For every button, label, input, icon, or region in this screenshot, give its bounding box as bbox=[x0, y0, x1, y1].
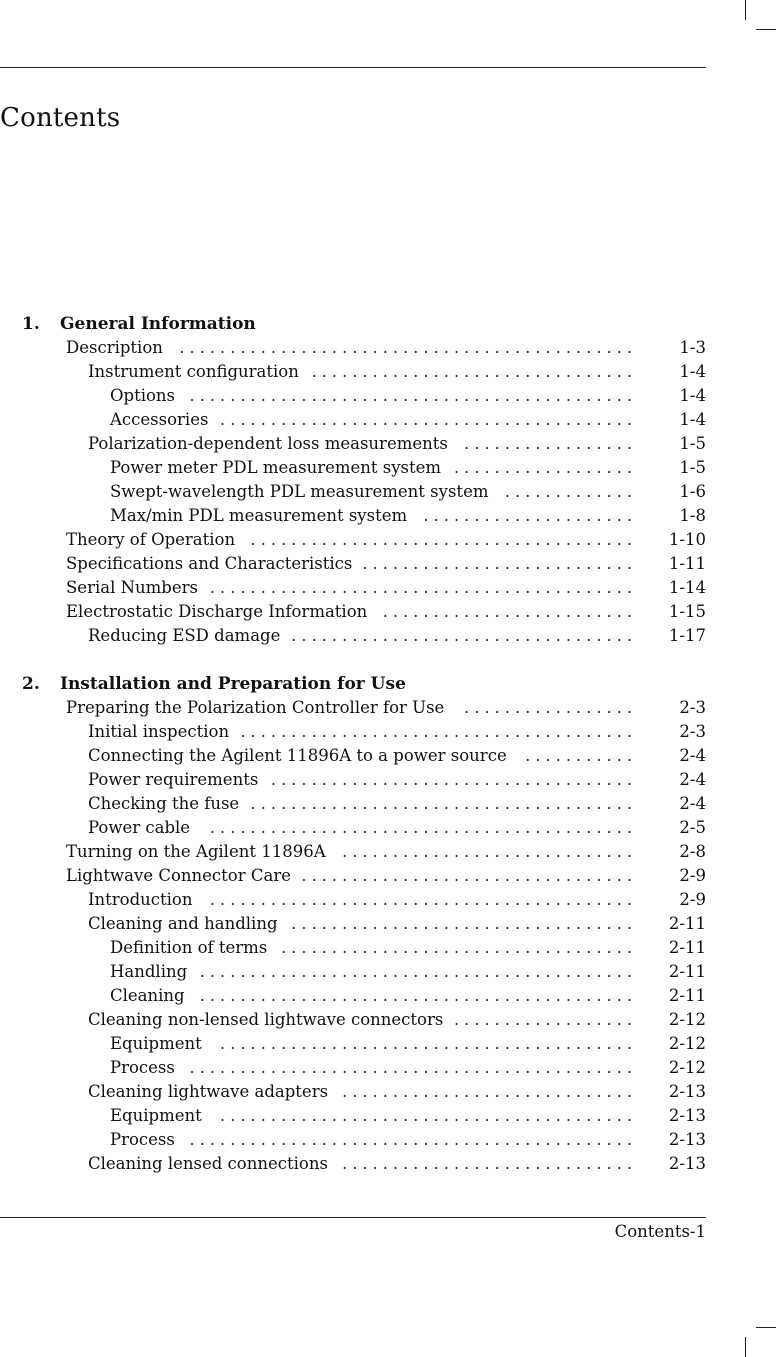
toc-entry-page: 2-13 bbox=[668, 1130, 706, 1149]
chapter-heading[interactable] bbox=[0, 312, 706, 336]
dot-leader: . . . . . . . . . . . . . . . . . . . . . . . . . bbox=[382, 602, 632, 621]
dot-leader: . . . . . . . . . . . . . . . . . . . . . . . . . . . . . bbox=[342, 1154, 632, 1173]
toc-entry-page: 2-11 bbox=[668, 962, 706, 981]
toc-entry-label: Cleaning lightwave adapters bbox=[88, 1082, 329, 1101]
toc-entry[interactable] bbox=[0, 336, 706, 360]
toc-entry-page: 2-12 bbox=[668, 1058, 706, 1077]
chapter-spacer bbox=[0, 648, 706, 672]
dot-leader: . . . . . . . . . . . . . . . . . . . . . . . . . . . . . . . . . . . . . . . . . . bbox=[209, 578, 632, 597]
toc-entry-label: Instrument configuration bbox=[88, 362, 299, 381]
toc-entry-label: Turning on the Agilent 11896A bbox=[66, 842, 326, 861]
dot-leader: . . . . . . . . . . . . . . . . . . . . . . . . . . . bbox=[362, 554, 632, 573]
toc-entry-label: Max/min PDL measurement system bbox=[110, 506, 408, 525]
toc-entry[interactable] bbox=[0, 408, 706, 432]
toc-entry-label: Equipment bbox=[110, 1034, 202, 1053]
dot-leader: . . . . . . . . . . . . . . . . . . bbox=[453, 458, 632, 477]
toc-entry[interactable] bbox=[0, 384, 706, 408]
dot-leader: . . . . . . . . . . . . . . . . . . . . . . . . . . . . . bbox=[342, 1082, 632, 1101]
toc-entry[interactable] bbox=[0, 816, 706, 840]
toc-entry[interactable] bbox=[0, 768, 706, 792]
chapter-title: Installation and Preparation for Use bbox=[60, 674, 406, 694]
dot-leader: . . . . . . . . . . . . . . . . . . . . . . . . . . . . . . . . . . . . . . . . . bbox=[220, 1106, 632, 1125]
toc-entry-page: 2-9 bbox=[679, 890, 706, 909]
dot-leader: . . . . . . . . . . . . . . . . . . . . . . . . . . . . . . . . . . . . . . . . . . bbox=[209, 890, 632, 909]
toc-entry[interactable] bbox=[0, 936, 706, 960]
footer-rule bbox=[0, 1217, 706, 1218]
dot-leader: . . . . . . . . . . . . . . . . . . . . . . . . . . . . . . . . bbox=[311, 362, 632, 381]
toc-entry[interactable] bbox=[0, 576, 706, 600]
toc-entry-label: Process bbox=[110, 1058, 175, 1077]
toc-entry-label: Cleaning lensed connections bbox=[88, 1154, 328, 1173]
toc-entry-label: Options bbox=[110, 386, 176, 405]
crop-mark-top-horizontal bbox=[756, 29, 776, 30]
toc-entry-page: 2-3 bbox=[679, 698, 706, 717]
toc-entry-label: Introduction bbox=[88, 890, 193, 909]
dot-leader: . . . . . . . . . . . . . . . . . . . . . . . . . . . . . . . . . . . bbox=[281, 938, 632, 957]
toc-entry-page: 1-5 bbox=[679, 458, 706, 477]
toc-entry-label: Specifications and Characteristics bbox=[66, 554, 353, 573]
toc-entry-label: Swept-wavelength PDL measurement system bbox=[110, 482, 489, 501]
toc-entry[interactable] bbox=[0, 840, 706, 864]
toc-entry-page: 1-4 bbox=[679, 362, 706, 381]
dot-leader: . . . . . . . . . . . . . . . . . . . . . . . . . . . . . . . . . . . . . . . . . bbox=[220, 1034, 632, 1053]
crop-mark-top-vertical bbox=[745, 0, 746, 20]
toc-entry[interactable] bbox=[0, 912, 706, 936]
toc-entry-label: Lightwave Connector Care bbox=[66, 866, 291, 885]
toc-entry-page: 2-11 bbox=[668, 938, 706, 957]
toc-entry-label: Cleaning bbox=[110, 986, 185, 1005]
crop-mark-bottom-horizontal bbox=[756, 1327, 776, 1328]
toc-entry-page: 2-9 bbox=[679, 866, 706, 885]
toc-entry-page: 2-13 bbox=[668, 1082, 706, 1101]
toc-entry[interactable] bbox=[0, 1080, 706, 1104]
toc-entry-label: Serial Numbers bbox=[66, 578, 198, 597]
dot-leader: . . . . . . . . . . . . . . . . . . bbox=[453, 1010, 632, 1029]
toc-entry-page: 2-11 bbox=[668, 914, 706, 933]
dot-leader: . . . . . . . . . . . . . . . . . . . . . . . . . . . . . . . . . . bbox=[291, 914, 632, 933]
toc-entry-label: Reducing ESD damage bbox=[88, 626, 281, 645]
toc-entry[interactable] bbox=[0, 360, 706, 384]
toc-entry[interactable] bbox=[0, 456, 706, 480]
toc-entry-page: 1-4 bbox=[679, 410, 706, 429]
chapter-title: General Information bbox=[60, 314, 256, 334]
toc-entry[interactable] bbox=[0, 1128, 706, 1152]
toc-entry-page: 1-5 bbox=[679, 434, 706, 453]
dot-leader: . . . . . . . . . . . . . . . . . . . . . . . . . . . . . . . . . . . . . . . . . . . . . bbox=[179, 338, 632, 357]
toc-entry[interactable] bbox=[0, 720, 706, 744]
chapter-number: 2. bbox=[22, 674, 40, 694]
toc-entry[interactable] bbox=[0, 600, 706, 624]
toc-entry-label: Initial inspection bbox=[88, 722, 230, 741]
toc-entry-page: 2-4 bbox=[679, 770, 706, 789]
toc-entry-page: 2-11 bbox=[668, 986, 706, 1005]
toc-entry[interactable] bbox=[0, 432, 706, 456]
toc-entry-label: Description bbox=[66, 338, 163, 357]
toc-entry-label: Handling bbox=[110, 962, 188, 981]
toc-entry-page: 2-13 bbox=[668, 1154, 706, 1173]
toc-entry-page: 1-17 bbox=[668, 626, 706, 645]
toc-entry[interactable] bbox=[0, 792, 706, 816]
page-footer: Contents-1 bbox=[614, 1222, 706, 1241]
toc-entry[interactable] bbox=[0, 864, 706, 888]
toc-entry[interactable] bbox=[0, 528, 706, 552]
toc-entry[interactable] bbox=[0, 1008, 706, 1032]
dot-leader: . . . . . . . . . . . . . . . . . . . . . . . . . . . . . . . . . . . . . . . . . . . bbox=[199, 962, 632, 981]
toc-entry[interactable] bbox=[0, 504, 706, 528]
toc-entry-page: 1-6 bbox=[679, 482, 706, 501]
toc-entry-label: Definition of terms bbox=[110, 938, 268, 957]
dot-leader: . . . . . . . . . . . . . . . . . . . . . . . . . . . . . . . . . . . . . . . . . . . . bbox=[189, 386, 632, 405]
table-of-contents bbox=[0, 312, 706, 1176]
toc-entry-page: 1-14 bbox=[668, 578, 706, 597]
dot-leader: . . . . . . . . . . . . . . . . . . . . . . . . . . . . . . . . . . . . bbox=[270, 770, 632, 789]
toc-entry[interactable] bbox=[0, 1104, 706, 1128]
toc-entry-page: 2-13 bbox=[668, 1106, 706, 1125]
toc-entry-label: Equipment bbox=[110, 1106, 202, 1125]
dot-leader: . . . . . . . . . . . . . . . . . bbox=[464, 434, 632, 453]
toc-entry-label: Power requirements bbox=[88, 770, 259, 789]
toc-entry-page: 1-8 bbox=[679, 506, 706, 525]
toc-entry[interactable] bbox=[0, 1056, 706, 1080]
dot-leader: . . . . . . . . . . . . . . . . . . . . . . . . . . . . . . . . . . . . . . . . . bbox=[220, 410, 632, 429]
crop-mark-bottom-vertical bbox=[745, 1337, 746, 1357]
toc-entry-label: Preparing the Polarization Controller for Use bbox=[66, 698, 445, 717]
dot-leader: . . . . . . . . . . . . . . . . . . . . . . . . . . . . . . . . . bbox=[301, 866, 632, 885]
toc-entry-page: 2-12 bbox=[668, 1034, 706, 1053]
toc-entry[interactable] bbox=[0, 696, 706, 720]
dot-leader: . . . . . . . . . . . . . bbox=[504, 482, 632, 501]
chapter-heading[interactable] bbox=[0, 672, 706, 696]
toc-entry[interactable] bbox=[0, 960, 706, 984]
toc-entry-page: 2-4 bbox=[679, 746, 706, 765]
toc-entry[interactable] bbox=[0, 1152, 706, 1176]
toc-entry-label: Checking the fuse bbox=[88, 794, 240, 813]
dot-leader: . . . . . . . . . . . . . . . . . . . . . . . . . . . . . . . . . . bbox=[291, 626, 632, 645]
toc-entry[interactable] bbox=[0, 552, 706, 576]
toc-entry[interactable] bbox=[0, 480, 706, 504]
dot-leader: . . . . . . . . . . . . . . . . . . . . . . . . . . . . . . . . . . . . . . . . . . bbox=[209, 818, 632, 837]
dot-leader: . . . . . . . . . . . . . . . . . . . . . . . . . . . . . . . . . . . . . . . . . . . bbox=[199, 986, 632, 1005]
toc-entry-label: Process bbox=[110, 1130, 175, 1149]
dot-leader: . . . . . . . . . . . . . . . . . . . . . . . . . . . . . . . . . . . . . . . . . . . . bbox=[189, 1130, 632, 1149]
toc-entry-label: Theory of Operation bbox=[66, 530, 236, 549]
toc-entry-label: Connecting the Agilent 11896A to a power source bbox=[88, 746, 507, 765]
toc-entry-page: 2-12 bbox=[668, 1010, 706, 1029]
toc-entry-label: Accessories bbox=[110, 410, 209, 429]
dot-leader: . . . . . . . . . . . . . . . . . . . . . . . . . . . . . bbox=[342, 842, 632, 861]
dot-leader: . . . . . . . . . . . . . . . . . . . . . . . . . . . . . . . . . . . . . . . bbox=[240, 722, 632, 741]
toc-entry-page: 2-8 bbox=[679, 842, 706, 861]
toc-entry-page: 2-5 bbox=[679, 818, 706, 837]
toc-entry-label: Electrostatic Discharge Information bbox=[66, 602, 368, 621]
toc-entry-page: 2-4 bbox=[679, 794, 706, 813]
toc-entry-page: 1-3 bbox=[679, 338, 706, 357]
toc-entry-label: Power cable bbox=[88, 818, 191, 837]
toc-entry-page: 2-3 bbox=[679, 722, 706, 741]
toc-entry[interactable] bbox=[0, 984, 706, 1008]
dot-leader: . . . . . . . . . . . . . . . . . bbox=[464, 698, 632, 717]
toc-entry-page: 1-4 bbox=[679, 386, 706, 405]
toc-entry[interactable] bbox=[0, 624, 706, 648]
toc-entry-page: 1-10 bbox=[668, 530, 706, 549]
dot-leader: . . . . . . . . . . . . . . . . . . . . . . . . . . . . . . . . . . . . . . bbox=[250, 794, 632, 813]
toc-entry-page: 1-15 bbox=[668, 602, 706, 621]
toc-entry[interactable] bbox=[0, 888, 706, 912]
toc-entry-label: Power meter PDL measurement system bbox=[110, 458, 442, 477]
toc-entry-page: 1-11 bbox=[668, 554, 706, 573]
toc-entry[interactable] bbox=[0, 1032, 706, 1056]
dot-leader: . . . . . . . . . . . bbox=[525, 746, 632, 765]
toc-entry-label: Polarization-dependent loss measurements bbox=[88, 434, 448, 453]
toc-entry[interactable] bbox=[0, 744, 706, 768]
chapter-number: 1. bbox=[22, 314, 40, 334]
header-rule bbox=[0, 67, 706, 68]
toc-entry-label: Cleaning and handling bbox=[88, 914, 278, 933]
page-title: Contents bbox=[0, 103, 121, 134]
dot-leader: . . . . . . . . . . . . . . . . . . . . . . . . . . . . . . . . . . . . . . bbox=[250, 530, 632, 549]
dot-leader: . . . . . . . . . . . . . . . . . . . . . . . . . . . . . . . . . . . . . . . . . . . . bbox=[189, 1058, 632, 1077]
dot-leader: . . . . . . . . . . . . . . . . . . . . . bbox=[423, 506, 632, 525]
toc-entry-label: Cleaning non-lensed lightwave connectors bbox=[88, 1010, 444, 1029]
